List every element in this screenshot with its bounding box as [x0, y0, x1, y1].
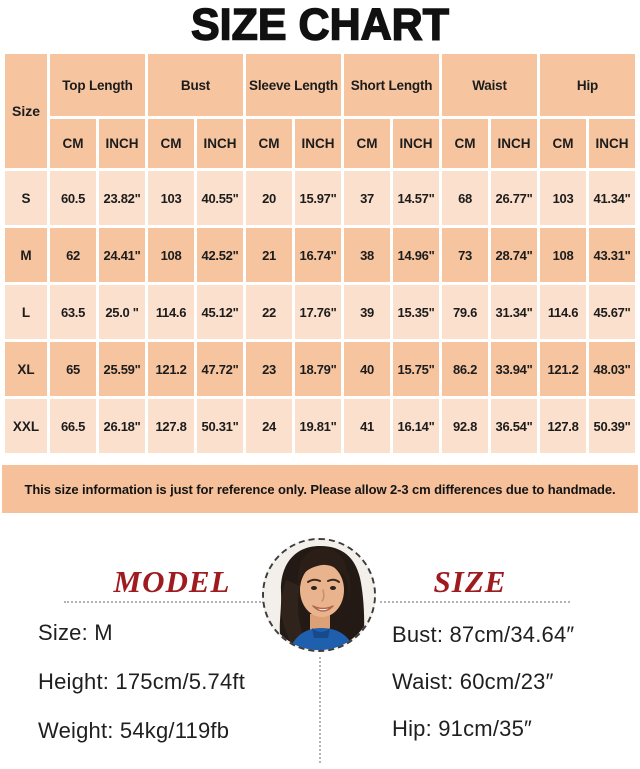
size-cell: 24 [246, 399, 292, 453]
size-corner-header: Size [5, 54, 47, 168]
size-cell: 42.52" [197, 228, 243, 282]
size-cell: 103 [540, 171, 586, 225]
size-cell: 15.75" [393, 342, 439, 396]
model-heading: MODEL [113, 564, 231, 599]
model-spec-list [38, 620, 245, 744]
size-cell: 16.74" [295, 228, 341, 282]
size-cell: 15.35" [393, 285, 439, 339]
size-cell: 47.72" [197, 342, 243, 396]
size-cell: 103 [148, 171, 194, 225]
reference-note: This size information is just for reference only. Please allow 2-3 cm differences due to handmade. [2, 465, 638, 513]
size-cell: 21 [246, 228, 292, 282]
table-row [5, 342, 635, 396]
column-group-header: Top Length [50, 54, 145, 116]
unit-header: INCH [197, 119, 243, 168]
size-cell: 37 [344, 171, 390, 225]
size-cell: 86.2 [442, 342, 488, 396]
unit-header: CM [442, 119, 488, 168]
size-cell: 45.12" [197, 285, 243, 339]
column-group-header: Bust [148, 54, 243, 116]
size-row-label: L [5, 285, 47, 339]
size-cell: 39 [344, 285, 390, 339]
size-table-body [5, 171, 635, 453]
model-portrait-photo [262, 538, 376, 652]
size-cell: 23 [246, 342, 292, 396]
size-row-label: S [5, 171, 47, 225]
dotted-divider-left [64, 601, 264, 603]
group-header-row [5, 54, 635, 116]
size-cell: 92.8 [442, 399, 488, 453]
size-cell: 23.82" [99, 171, 145, 225]
unit-header: CM [540, 119, 586, 168]
size-cell: 24.41" [99, 228, 145, 282]
size-cell: 17.76" [295, 285, 341, 339]
table-row [5, 399, 635, 453]
unit-header-row [5, 119, 635, 168]
spec-line: Bust: 87cm/34.64″ [392, 622, 575, 647]
size-cell: 114.6 [148, 285, 194, 339]
size-row-label: M [5, 228, 47, 282]
size-cell: 28.74" [491, 228, 537, 282]
size-cell: 127.8 [540, 399, 586, 453]
column-group-header: Sleeve Length [246, 54, 341, 116]
spec-line: Waist: 60cm/23″ [392, 669, 554, 694]
column-group-header: Waist [442, 54, 537, 116]
size-cell: 26.77" [491, 171, 537, 225]
unit-header: INCH [393, 119, 439, 168]
column-group-header: Hip [540, 54, 635, 116]
table-row [5, 285, 635, 339]
unit-header: CM [344, 119, 390, 168]
size-cell: 43.31" [589, 228, 635, 282]
model-size-section [0, 536, 640, 763]
size-heading: SIZE [433, 564, 507, 599]
spec-line: Weight: 54kg/119fb [38, 718, 230, 743]
unit-header: INCH [491, 119, 537, 168]
size-cell: 40 [344, 342, 390, 396]
table-row [5, 228, 635, 282]
size-cell: 33.94" [491, 342, 537, 396]
unit-header: INCH [295, 119, 341, 168]
page-title: SIZE CHART [191, 0, 449, 50]
size-table [2, 51, 638, 456]
model-portrait-illustration [264, 540, 374, 650]
size-cell: 19.81" [295, 399, 341, 453]
size-cell: 108 [540, 228, 586, 282]
vertical-dotted-line [319, 657, 321, 763]
size-row-label: XL [5, 342, 47, 396]
size-cell: 127.8 [148, 399, 194, 453]
size-cell: 62 [50, 228, 96, 282]
size-cell: 50.39" [589, 399, 635, 453]
table-row [5, 171, 635, 225]
unit-header: CM [50, 119, 96, 168]
spec-line: Height: 175cm/5.74ft [38, 669, 246, 694]
size-cell: 73 [442, 228, 488, 282]
size-cell: 41.34" [589, 171, 635, 225]
size-row-label: XXL [5, 399, 47, 453]
size-cell: 41 [344, 399, 390, 453]
size-cell: 45.67" [589, 285, 635, 339]
size-cell: 40.55" [197, 171, 243, 225]
unit-header: INCH [589, 119, 635, 168]
size-cell: 121.2 [148, 342, 194, 396]
size-cell: 14.96" [393, 228, 439, 282]
column-group-header: Short Length [344, 54, 439, 116]
size-cell: 25.59" [99, 342, 145, 396]
size-cell: 66.5 [50, 399, 96, 453]
size-cell: 25.0 " [99, 285, 145, 339]
dotted-divider-right [380, 601, 570, 603]
unit-header: INCH [99, 119, 145, 168]
size-cell: 60.5 [50, 171, 96, 225]
size-cell: 121.2 [540, 342, 586, 396]
size-cell: 50.31" [197, 399, 243, 453]
size-cell: 114.6 [540, 285, 586, 339]
spec-line: Size: M [38, 620, 113, 645]
size-cell: 63.5 [50, 285, 96, 339]
size-cell: 16.14" [393, 399, 439, 453]
size-cell: 14.57" [393, 171, 439, 225]
size-cell: 68 [442, 171, 488, 225]
size-cell: 26.18" [99, 399, 145, 453]
size-cell: 38 [344, 228, 390, 282]
size-cell: 15.97" [295, 171, 341, 225]
unit-header: CM [246, 119, 292, 168]
spec-line: Hip: 91cm/35″ [392, 716, 533, 741]
size-cell: 18.79" [295, 342, 341, 396]
size-cell: 108 [148, 228, 194, 282]
size-spec-list [392, 622, 574, 742]
size-cell: 36.54" [491, 399, 537, 453]
size-cell: 31.34" [491, 285, 537, 339]
size-cell: 65 [50, 342, 96, 396]
size-cell: 22 [246, 285, 292, 339]
unit-header: CM [148, 119, 194, 168]
size-cell: 79.6 [442, 285, 488, 339]
size-cell: 20 [246, 171, 292, 225]
size-cell: 48.03" [589, 342, 635, 396]
